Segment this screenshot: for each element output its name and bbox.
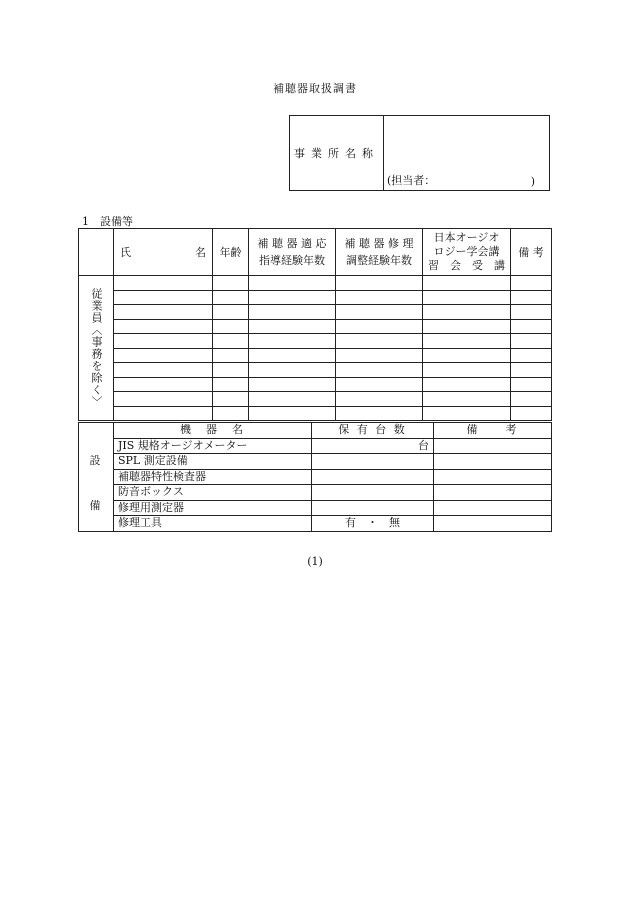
cell[interactable] <box>249 305 336 320</box>
company-name-box <box>289 115 550 191</box>
contact-person-close: ) <box>530 175 535 188</box>
cell[interactable] <box>423 305 511 320</box>
equipment-table <box>78 422 552 532</box>
cell[interactable] <box>511 363 552 378</box>
header-jaa-line3: 習 会 受 講 <box>428 259 505 272</box>
cell[interactable] <box>114 392 213 407</box>
contact-person-label: (担当者： <box>387 174 436 187</box>
cell[interactable] <box>336 348 423 363</box>
cell[interactable] <box>114 276 213 291</box>
equipment-name: 修理工具 <box>114 516 312 532</box>
cell[interactable] <box>213 305 249 320</box>
equipment-remarks[interactable] <box>434 500 552 516</box>
cell[interactable] <box>423 406 511 421</box>
cell[interactable] <box>249 334 336 349</box>
equipment-count[interactable] <box>312 500 434 516</box>
cell[interactable] <box>114 334 213 349</box>
equipment-remarks[interactable] <box>434 485 552 501</box>
cell[interactable] <box>511 305 552 320</box>
header-jaa-line2: ロジー学会講 <box>433 245 500 258</box>
cell[interactable] <box>249 377 336 392</box>
header-remarks: 備 考 <box>511 229 552 276</box>
cell[interactable] <box>213 319 249 334</box>
table-row <box>79 500 552 516</box>
cell[interactable] <box>423 377 511 392</box>
header-blank-cell <box>79 229 114 276</box>
equipment-side-label-cell <box>79 423 114 532</box>
cell[interactable] <box>249 363 336 378</box>
cell[interactable] <box>213 276 249 291</box>
equipment-count[interactable] <box>312 485 434 501</box>
cell[interactable] <box>336 319 423 334</box>
header-name <box>114 229 213 276</box>
cell[interactable] <box>213 377 249 392</box>
cell[interactable] <box>336 290 423 305</box>
table-row <box>79 485 552 501</box>
cell[interactable] <box>423 276 511 291</box>
table-row <box>79 469 552 485</box>
cell[interactable] <box>249 290 336 305</box>
cell[interactable] <box>114 319 213 334</box>
staff-side-label: 従業員〈事務を除く〉 <box>90 288 103 408</box>
cell[interactable] <box>249 348 336 363</box>
cell[interactable] <box>114 363 213 378</box>
cell[interactable] <box>249 319 336 334</box>
equipment-remarks[interactable] <box>434 469 552 485</box>
equipment-side-label-top: 設 <box>89 454 103 468</box>
table-row <box>79 516 552 532</box>
equipment-count[interactable] <box>312 454 434 470</box>
header-equipment-remarks: 備 考 <box>434 423 552 439</box>
header-age: 年齢 <box>213 229 249 276</box>
table-row <box>79 290 552 305</box>
equipment-count[interactable] <box>312 469 434 485</box>
header-fitting-line1: 補 聴 器 適 応 <box>257 237 327 250</box>
staff-side-label-cell <box>79 276 114 421</box>
cell[interactable] <box>336 276 423 291</box>
equipment-name: SPL 測定設備 <box>114 454 312 470</box>
cell[interactable] <box>213 363 249 378</box>
header-jaa-course <box>423 229 511 276</box>
equipment-name: 補聴器特性検査器 <box>114 469 312 485</box>
cell[interactable] <box>336 377 423 392</box>
cell[interactable] <box>114 406 213 421</box>
cell[interactable] <box>423 290 511 305</box>
equipment-side-label-bottom: 備 <box>89 499 103 513</box>
equipment-remarks[interactable] <box>434 516 552 532</box>
table-row <box>79 454 552 470</box>
cell[interactable] <box>423 363 511 378</box>
cell[interactable] <box>213 334 249 349</box>
cell[interactable] <box>511 319 552 334</box>
staff-header-row <box>79 229 552 276</box>
cell[interactable] <box>423 319 511 334</box>
cell[interactable] <box>423 392 511 407</box>
staff-table <box>78 228 552 421</box>
header-jaa-line1: 日本オージオ <box>433 231 500 244</box>
cell[interactable] <box>336 392 423 407</box>
document-title: 補聴器取扱調書 <box>273 82 357 95</box>
cell[interactable] <box>511 348 552 363</box>
cell[interactable] <box>511 334 552 349</box>
header-name-right: 名 <box>195 246 206 259</box>
cell[interactable] <box>114 348 213 363</box>
cell[interactable] <box>249 392 336 407</box>
table-row <box>79 305 552 320</box>
cell[interactable] <box>511 406 552 421</box>
cell[interactable] <box>114 290 213 305</box>
table-row <box>79 334 552 349</box>
table-row <box>79 348 552 363</box>
cell[interactable] <box>213 406 249 421</box>
table-row <box>79 392 552 407</box>
cell[interactable] <box>213 348 249 363</box>
header-owned-count: 保 有 台 数 <box>312 423 434 439</box>
header-name-left: 氏 <box>120 246 131 259</box>
cell[interactable] <box>336 406 423 421</box>
equipment-name: 防音ボックス <box>114 485 312 501</box>
header-fitting-line2: 指導経験年数 <box>259 254 325 267</box>
equipment-name: JIS 規格オージオメーター <box>114 438 312 454</box>
cell[interactable] <box>511 392 552 407</box>
company-name-label: 事業所名称 <box>290 116 384 190</box>
cell[interactable] <box>249 406 336 421</box>
header-fitting-experience <box>249 229 336 276</box>
page-number: (1) <box>307 555 323 568</box>
equipment-remarks[interactable] <box>434 438 552 454</box>
header-equipment-name: 機 器 名 <box>114 423 312 439</box>
cell[interactable] <box>249 276 336 291</box>
equipment-count[interactable]: 有 ・ 無 <box>312 516 434 532</box>
table-row <box>79 276 552 291</box>
cell[interactable] <box>336 363 423 378</box>
header-repair-line2: 調整経験年数 <box>346 254 412 267</box>
equipment-count[interactable]: 台 <box>312 438 434 454</box>
table-row <box>79 377 552 392</box>
cell[interactable] <box>213 290 249 305</box>
cell[interactable] <box>114 377 213 392</box>
cell[interactable] <box>423 334 511 349</box>
equipment-remarks[interactable] <box>434 454 552 470</box>
cell[interactable] <box>511 377 552 392</box>
table-row <box>79 406 552 421</box>
cell[interactable] <box>336 305 423 320</box>
header-repair-experience <box>336 229 423 276</box>
header-repair-line1: 補 聴 器 修 理 <box>344 237 414 250</box>
equipment-header-row <box>79 423 552 439</box>
table-row <box>79 363 552 378</box>
cell[interactable] <box>511 290 552 305</box>
cell[interactable] <box>213 392 249 407</box>
section-heading: 1 設備等 <box>82 215 133 228</box>
equipment-name: 修理用測定器 <box>114 500 312 516</box>
cell[interactable] <box>114 305 213 320</box>
cell[interactable] <box>423 348 511 363</box>
cell[interactable] <box>336 334 423 349</box>
cell[interactable] <box>511 276 552 291</box>
table-row <box>79 438 552 454</box>
table-row <box>79 319 552 334</box>
